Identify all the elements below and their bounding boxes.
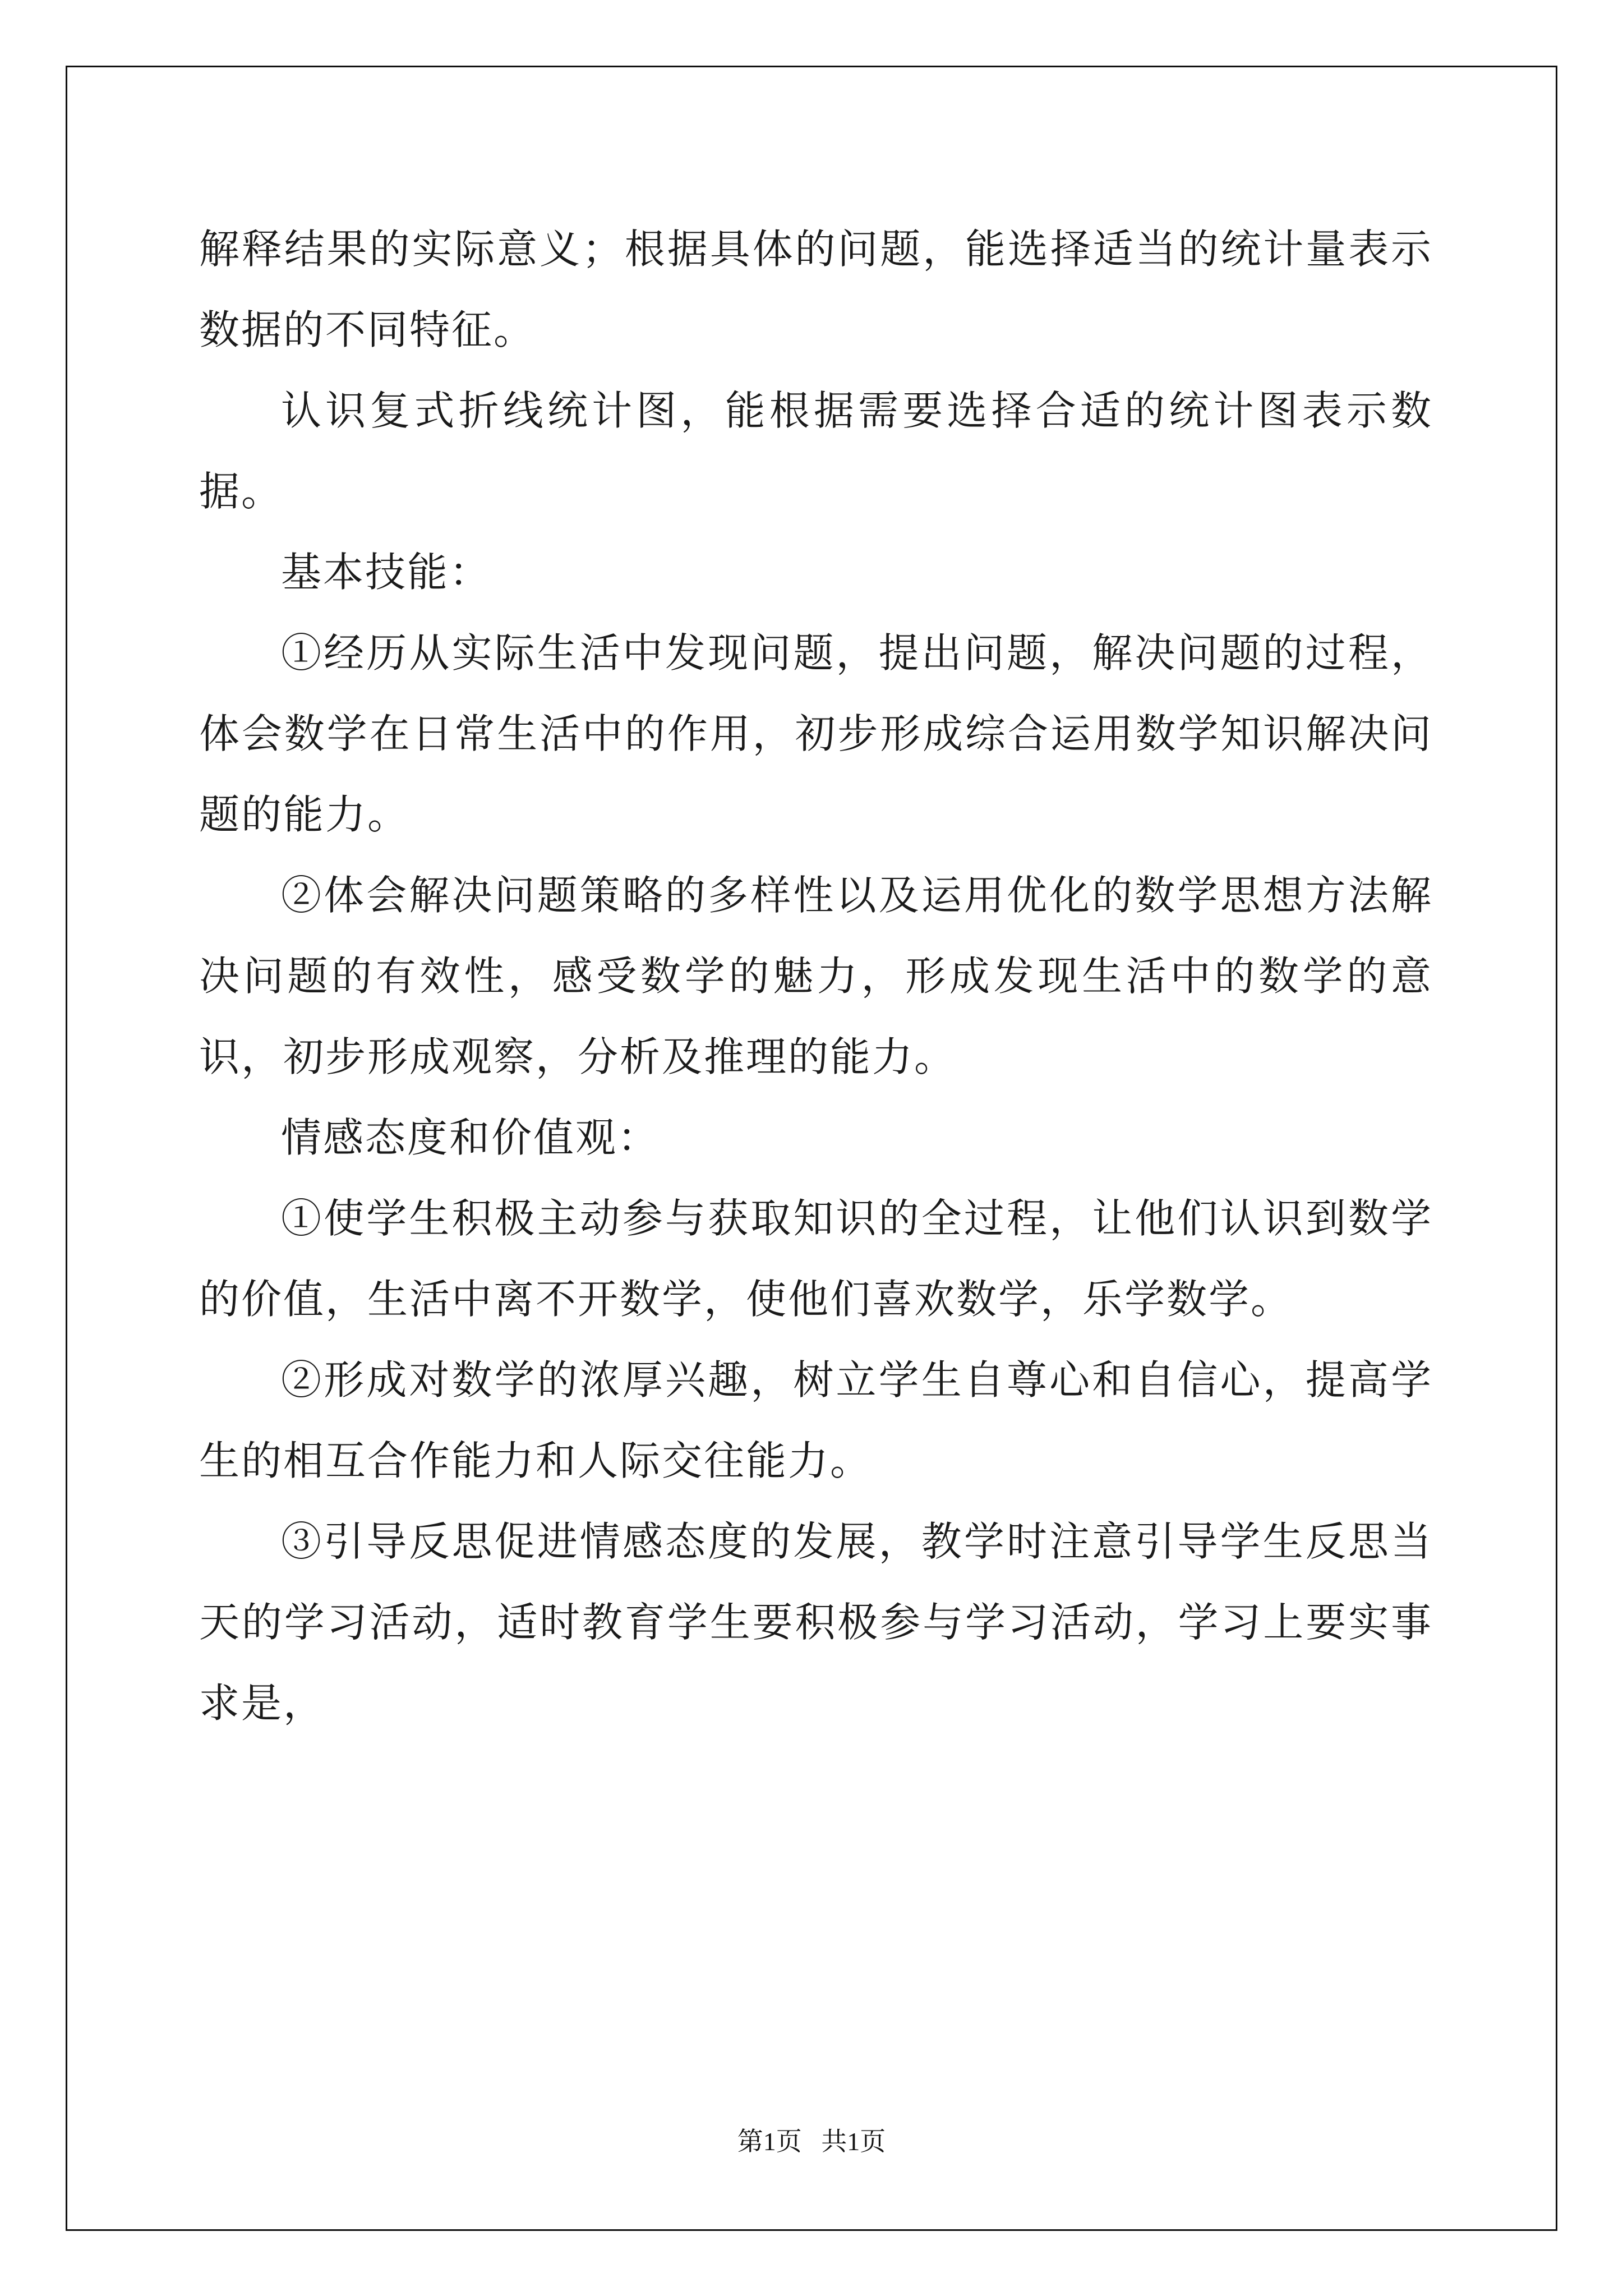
document-body	[199, 209, 1433, 1743]
paragraph-skill-2: ②体会解决问题策略的多样性以及运用优化的数学思想方法解决问题的有效性，感受数学的魅力，形成发现生活中的数学的意识，初步形成观察，分析及推理的能力。	[199, 872, 1433, 1080]
paragraph-skill-1: ①经历从实际生活中发现问题，提出问题，解决问题的过程，体会数学在日常生活中的作用，初步形成综合运用数学知识解决问题的能力。	[199, 629, 1433, 838]
paragraph-line-chart: 认识复式折线统计图，能根据需要选择合适的统计图表示数据。	[199, 387, 1433, 515]
heading-attitude-values: 情感态度和价值观：	[281, 1114, 660, 1161]
paragraph-results-meaning: 解释结果的实际意义；根据具体的问题，能选择适当的统计量表示数据的不同特征。	[199, 226, 1433, 353]
page-number-footer: 第1页 共1页	[737, 2127, 886, 2156]
paragraph-attitude-2: ②形成对数学的浓厚兴趣，树立学生自尊心和自信心，提高学生的相互合作能力和人际交往能力。	[199, 1356, 1433, 1484]
paragraph-attitude-3: ③引导反思促进情感态度的发展，教学时注意引导学生反思当天的学习活动，适时教育学生要积极参与学习活动，学习上要实事求是，	[199, 1518, 1433, 1727]
paragraph-attitude-1: ①使学生积极主动参与获取知识的全过程，让他们认识到数学的价值，生活中离不开数学，使他们喜欢数学，乐学数学。	[199, 1195, 1433, 1323]
heading-basic-skills: 基本技能：	[281, 549, 492, 596]
